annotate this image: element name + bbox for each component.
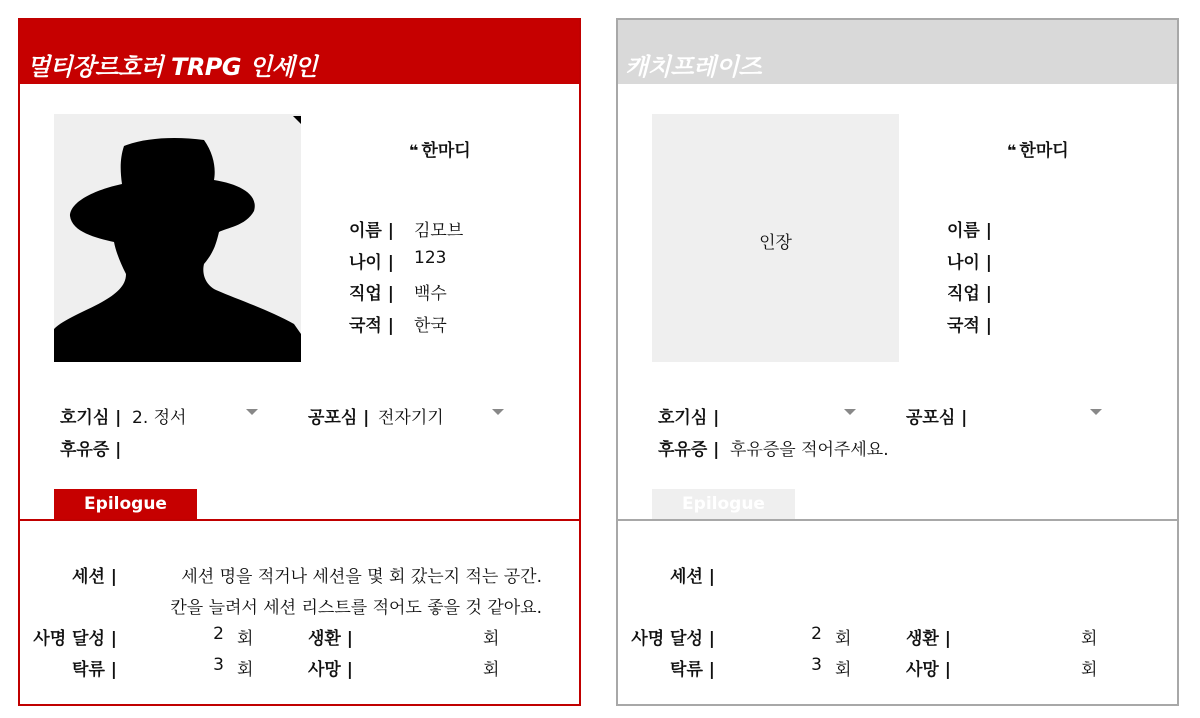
job-label: 직업 | xyxy=(947,284,992,304)
death-unit: 회 xyxy=(1081,660,1098,680)
mission-label: 사명 달성 | xyxy=(631,629,715,649)
survival-label: 생환 | xyxy=(308,629,353,649)
aftereffect-value[interactable]: 후유증을 적어주세요. xyxy=(730,440,889,460)
fear-select[interactable]: 전자기기 xyxy=(378,408,444,428)
session-text-line1[interactable]: 세션 명을 적거나 세션을 몇 회 갔는지 적는 공간. xyxy=(181,567,542,587)
chevron-down-icon[interactable] xyxy=(844,409,856,415)
quote-heading xyxy=(409,136,471,161)
mission-unit: 회 xyxy=(237,629,254,649)
name-label: 이름 | xyxy=(947,221,992,241)
turbid-unit: 회 xyxy=(237,660,254,680)
section-divider xyxy=(20,519,579,521)
turbid-unit: 회 xyxy=(835,660,852,680)
corner-fold-icon xyxy=(293,116,301,124)
session-text-line2[interactable]: 칸을 늘려서 세션 리스트를 적어도 좋을 것 같아요. xyxy=(170,598,542,618)
mission-label: 사명 달성 | xyxy=(33,629,117,649)
aftereffect-label: 후유증 | xyxy=(60,440,122,460)
survival-label: 생환 | xyxy=(906,629,951,649)
name-label: 이름 | xyxy=(349,221,394,241)
turbid-count[interactable]: 3 xyxy=(213,655,224,675)
card-header xyxy=(20,20,579,84)
character-card-template xyxy=(616,18,1179,706)
card-header xyxy=(618,20,1177,84)
age-label: 나이 | xyxy=(947,253,992,273)
job-label: 직업 | xyxy=(349,284,394,304)
silhouette-image xyxy=(54,114,301,362)
name-value[interactable]: 김모브 xyxy=(414,221,464,241)
fear-label: 공포심 | xyxy=(308,408,370,428)
curiosity-label: 호기심 | xyxy=(60,408,122,428)
aftereffect-label: 후유증 | xyxy=(658,440,720,460)
nationality-label: 국적 | xyxy=(349,316,394,336)
nationality-value[interactable]: 한국 xyxy=(414,316,447,336)
seal-label: 인장 xyxy=(759,233,792,253)
age-value[interactable]: 123 xyxy=(414,248,447,268)
chevron-down-icon[interactable] xyxy=(246,409,258,415)
turbid-label: 탁류 | xyxy=(670,660,715,680)
quote-heading xyxy=(1007,136,1069,161)
quote-icon: ❝ xyxy=(409,141,419,160)
survival-unit: 회 xyxy=(1081,629,1098,649)
curiosity-label: 호기심 | xyxy=(658,408,720,428)
section-divider xyxy=(618,519,1177,521)
card-title: 캐치프레이즈 xyxy=(625,53,762,81)
fear-label: 공포심 | xyxy=(906,408,968,428)
job-value[interactable]: 백수 xyxy=(414,284,447,304)
chevron-down-icon[interactable] xyxy=(1090,409,1102,415)
character-card-insane xyxy=(18,18,581,706)
card-title: 멀티장르호러 TRPG 인세인 xyxy=(27,53,318,81)
age-label: 나이 | xyxy=(349,253,394,273)
turbid-count[interactable]: 3 xyxy=(811,655,822,675)
mission-count[interactable]: 2 xyxy=(213,624,224,644)
survival-unit: 회 xyxy=(483,629,500,649)
chevron-down-icon[interactable] xyxy=(492,409,504,415)
turbid-label: 탁류 | xyxy=(72,660,117,680)
death-label: 사망 | xyxy=(906,660,951,680)
tab-epilogue[interactable]: Epilogue xyxy=(54,489,197,520)
mission-count[interactable]: 2 xyxy=(811,624,822,644)
character-portrait[interactable] xyxy=(54,114,301,362)
session-label: 세션 | xyxy=(72,567,117,587)
death-unit: 회 xyxy=(483,660,500,680)
quote-label: 한마디 xyxy=(1019,141,1069,161)
mission-unit: 회 xyxy=(835,629,852,649)
death-label: 사망 | xyxy=(308,660,353,680)
session-label: 세션 | xyxy=(670,567,715,587)
quote-icon: ❝ xyxy=(1007,141,1017,160)
quote-label: 한마디 xyxy=(421,141,471,161)
seal-image-placeholder[interactable] xyxy=(652,114,899,362)
tab-epilogue[interactable]: Epilogue xyxy=(652,489,795,520)
nationality-label: 국적 | xyxy=(947,316,992,336)
curiosity-select[interactable]: 2. 정서 xyxy=(132,408,187,428)
